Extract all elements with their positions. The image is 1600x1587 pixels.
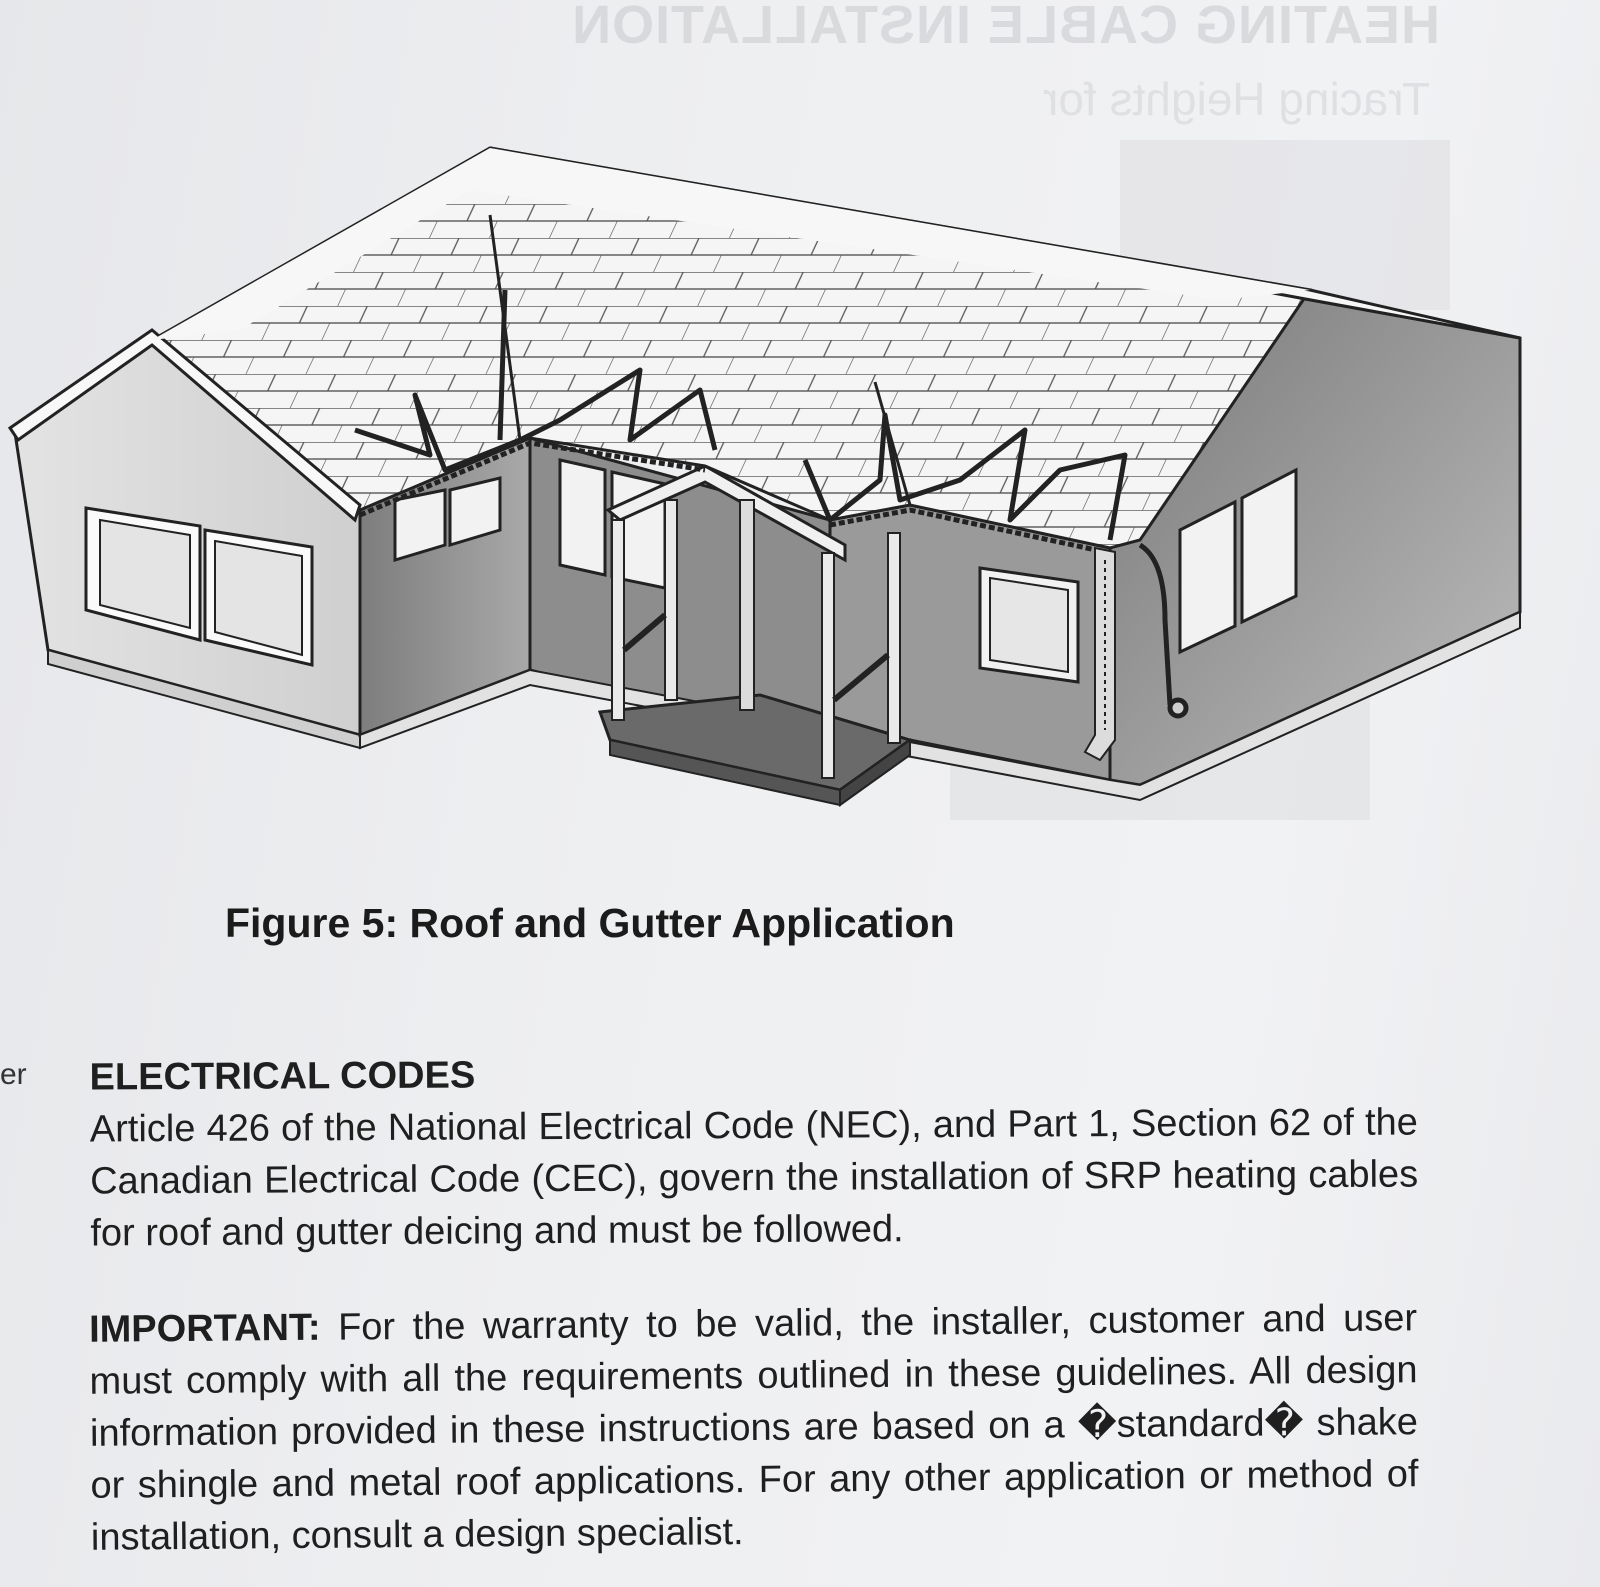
figure-caption: Figure 5: Roof and Gutter Application [225,900,955,946]
show-through-subheading: Tracing Heights for [1043,73,1430,125]
electrical-codes-heading: ELECTRICAL CODES [89,1054,476,1099]
roof-gutter-illustration [0,120,1600,820]
show-through-heading: HEATING CABLE INSTALLATION [571,0,1440,55]
important-label: IMPORTANT: [88,1306,321,1351]
important-notice-section [89,1292,1419,1564]
electrical-codes-section [89,1045,1418,1260]
margin-text-fragment: er [0,1058,27,1091]
important-body: For the warranty to be valid, the installer, customer and user must comply with all the requirements outlined in these guidelines. All design information provided in these instructions are based on a �standard� shake or shingle and metal roof applications. For any other application or method of installation, consult a design specialist. [89,1297,1419,1559]
electrical-codes-body: Article 426 of the National Electrical Code (NEC), and Part 1, Section 62 of the Canadian Electrical Code (CEC), govern the installation of SRP heating cables for roof and gutter deicing and must be followed. [89,1101,1419,1255]
